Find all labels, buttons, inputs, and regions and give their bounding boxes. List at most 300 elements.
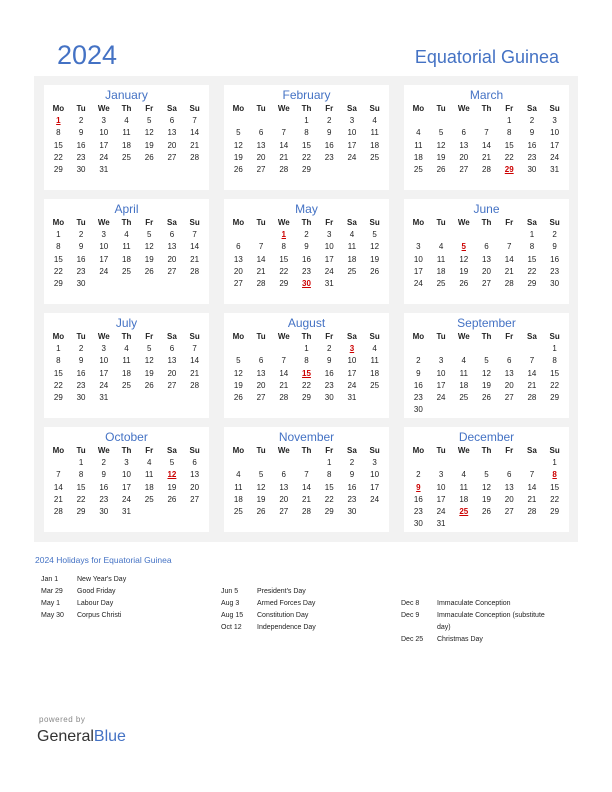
day: 25 bbox=[233, 507, 243, 517]
weekday-header: Th bbox=[121, 446, 132, 455]
day: 3 bbox=[416, 242, 421, 252]
day: 28 bbox=[302, 507, 311, 517]
day: 31 bbox=[99, 393, 109, 403]
day: 1 bbox=[506, 116, 512, 125]
weekday-header: Fr bbox=[505, 446, 514, 455]
empty-day bbox=[498, 229, 521, 241]
day: 5 bbox=[146, 230, 152, 239]
day: 1 bbox=[552, 458, 557, 467]
day: 22 bbox=[53, 266, 63, 276]
day: 23 bbox=[527, 152, 537, 162]
day: 28 bbox=[482, 165, 491, 175]
empty-day bbox=[227, 343, 250, 355]
day: 4 bbox=[146, 458, 152, 467]
day: 3 bbox=[124, 458, 129, 467]
day: 7 bbox=[506, 242, 512, 252]
holiday-date: Dec 25 bbox=[401, 636, 424, 643]
weekday-header: Th bbox=[481, 218, 492, 227]
day: 19 bbox=[459, 266, 469, 276]
day: 7 bbox=[56, 470, 61, 480]
day: 27 bbox=[167, 266, 177, 276]
day: 9 bbox=[552, 242, 557, 252]
day: 1 bbox=[304, 344, 309, 353]
day: 8 bbox=[78, 470, 84, 480]
day: 25 bbox=[370, 380, 380, 390]
day: 3 bbox=[438, 356, 444, 366]
day: 12 bbox=[482, 482, 491, 492]
day: 24 bbox=[550, 152, 560, 162]
weekday-header: Tu bbox=[256, 104, 266, 113]
day: 24 bbox=[99, 152, 109, 162]
holiday-row bbox=[41, 586, 217, 598]
day: 17 bbox=[324, 254, 334, 264]
day: 17 bbox=[347, 140, 357, 150]
day: 31 bbox=[122, 507, 131, 517]
empty-day bbox=[250, 343, 273, 355]
day: 30 bbox=[347, 507, 357, 517]
day: 22 bbox=[527, 266, 537, 276]
month-name: July bbox=[115, 316, 138, 330]
holiday-name: Immaculate Conception (substitute bbox=[437, 612, 545, 619]
day: 11 bbox=[122, 356, 131, 366]
day: 18 bbox=[122, 254, 131, 264]
empty-day bbox=[452, 115, 475, 127]
weekday-header: Su bbox=[369, 218, 380, 227]
day: 1 bbox=[304, 116, 309, 125]
day: 2 bbox=[552, 230, 557, 239]
weekday-header: We bbox=[277, 332, 290, 341]
day: 7 bbox=[281, 356, 286, 366]
empty-day bbox=[407, 229, 430, 241]
day: 26 bbox=[144, 266, 154, 276]
day: 13 bbox=[167, 128, 177, 138]
day: 13 bbox=[190, 470, 200, 480]
day: 27 bbox=[482, 279, 491, 289]
month-november bbox=[224, 427, 389, 532]
day: 17 bbox=[99, 254, 109, 264]
day: 9 bbox=[326, 128, 332, 138]
day: 28 bbox=[190, 266, 200, 276]
day: 13 bbox=[167, 242, 177, 252]
month-june bbox=[404, 199, 569, 304]
holiday-name: Armed Forces Day bbox=[257, 600, 316, 607]
day: 8 bbox=[326, 470, 332, 480]
holiday-row bbox=[41, 574, 217, 586]
holiday-date: Jan 1 bbox=[41, 576, 59, 583]
empty-day bbox=[250, 457, 273, 469]
day: 24 bbox=[413, 279, 423, 289]
day: 19 bbox=[144, 140, 154, 150]
weekday-header: We bbox=[277, 446, 290, 455]
day: 11 bbox=[347, 242, 357, 252]
day: 8 bbox=[56, 356, 61, 366]
day: 16 bbox=[76, 140, 86, 150]
day: 7 bbox=[192, 344, 197, 353]
day: 29 bbox=[302, 165, 311, 175]
day: 4 bbox=[124, 344, 129, 353]
day: 17 bbox=[347, 368, 357, 378]
day: 14 bbox=[279, 368, 289, 378]
day: 7 bbox=[484, 128, 489, 138]
day: 18 bbox=[122, 140, 131, 150]
day: 16 bbox=[324, 140, 334, 150]
weekday-header: Th bbox=[301, 446, 312, 455]
day: 28 bbox=[256, 279, 266, 289]
empty-day bbox=[430, 343, 453, 355]
day: 8 bbox=[281, 242, 286, 252]
holidays-title: 2024 Holidays for Equatorial Guinea bbox=[35, 555, 172, 565]
month-name: September bbox=[457, 316, 516, 330]
day: 19 bbox=[233, 152, 243, 162]
holiday-column-1 bbox=[41, 574, 217, 622]
day: 16 bbox=[99, 482, 109, 492]
day: 10 bbox=[347, 356, 357, 366]
day: 19 bbox=[144, 368, 154, 378]
day: 10 bbox=[99, 128, 109, 138]
day: 19 bbox=[436, 152, 446, 162]
day: 10 bbox=[436, 368, 446, 378]
day: 8 bbox=[304, 356, 309, 366]
day: 21 bbox=[279, 380, 289, 390]
day: 23 bbox=[347, 494, 357, 504]
day: 16 bbox=[413, 494, 423, 504]
day: 14 bbox=[190, 242, 200, 252]
day: 8 bbox=[552, 356, 557, 366]
day: 21 bbox=[190, 254, 200, 264]
month-name: March bbox=[469, 88, 504, 102]
day: 2 bbox=[78, 344, 84, 353]
day: 22 bbox=[302, 152, 311, 162]
day: 26 bbox=[482, 507, 491, 517]
holiday-row bbox=[401, 622, 577, 634]
day: 3 bbox=[101, 116, 106, 125]
day: 5 bbox=[438, 128, 444, 138]
day: 11 bbox=[122, 242, 131, 252]
month-name: February bbox=[282, 88, 331, 102]
weekday-header: Fr bbox=[145, 104, 154, 113]
day: 10 bbox=[550, 128, 560, 138]
day: 29 bbox=[527, 279, 537, 289]
day: 8 bbox=[56, 242, 61, 252]
day: 26 bbox=[144, 152, 154, 162]
day: 9 bbox=[529, 128, 535, 138]
day: 27 bbox=[504, 393, 514, 403]
holiday-day: 12 bbox=[167, 470, 177, 480]
day: 28 bbox=[53, 507, 63, 517]
day: 17 bbox=[550, 140, 560, 150]
day: 14 bbox=[256, 254, 266, 264]
day: 15 bbox=[53, 140, 63, 150]
day: 28 bbox=[190, 380, 200, 390]
day: 23 bbox=[76, 380, 86, 390]
day: 21 bbox=[256, 266, 266, 276]
day: 14 bbox=[482, 140, 491, 150]
month-october bbox=[44, 427, 209, 532]
day: 29 bbox=[53, 393, 63, 403]
day: 15 bbox=[302, 140, 311, 150]
day: 4 bbox=[372, 344, 377, 353]
holiday-date: Jun 5 bbox=[221, 588, 239, 595]
day: 5 bbox=[146, 116, 152, 125]
day: 24 bbox=[436, 393, 446, 403]
empty-day bbox=[272, 457, 295, 469]
day: 19 bbox=[233, 380, 243, 390]
day: 2 bbox=[326, 344, 332, 353]
day: 7 bbox=[192, 116, 197, 125]
day: 25 bbox=[436, 279, 446, 289]
day: 9 bbox=[416, 368, 421, 378]
weekday-header: Tu bbox=[76, 446, 86, 455]
month-december bbox=[404, 427, 569, 532]
day: 16 bbox=[302, 254, 311, 264]
day: 13 bbox=[279, 482, 289, 492]
empty-day bbox=[227, 115, 250, 127]
day: 21 bbox=[279, 152, 289, 162]
holiday-day: 29 bbox=[504, 165, 514, 175]
weekday-header: Sa bbox=[347, 446, 357, 455]
day: 16 bbox=[413, 380, 423, 390]
day: 11 bbox=[234, 482, 243, 492]
day: 10 bbox=[99, 242, 109, 252]
day: 26 bbox=[436, 165, 446, 175]
day: 29 bbox=[76, 507, 86, 517]
holiday-date: Oct 12 bbox=[221, 624, 242, 631]
month-name: November bbox=[278, 430, 335, 444]
weekday-header: We bbox=[457, 104, 470, 113]
day: 20 bbox=[167, 140, 177, 150]
weekday-header: Fr bbox=[145, 446, 154, 455]
day: 12 bbox=[482, 368, 491, 378]
day: 18 bbox=[370, 140, 380, 150]
weekday-header: Mo bbox=[232, 218, 245, 227]
weekday-header: Su bbox=[549, 104, 560, 113]
holiday-name: Corpus Christi bbox=[77, 612, 122, 619]
weekday-header: Su bbox=[549, 332, 560, 341]
empty-day bbox=[498, 457, 521, 469]
weekday-header: We bbox=[97, 104, 110, 113]
day: 22 bbox=[302, 380, 311, 390]
day: 2 bbox=[78, 116, 84, 125]
day: 4 bbox=[372, 116, 377, 125]
day: 9 bbox=[78, 242, 84, 252]
day: 6 bbox=[506, 356, 512, 366]
weekday-header: Mo bbox=[232, 332, 245, 341]
day: 7 bbox=[529, 470, 535, 480]
holiday-day: 5 bbox=[461, 242, 466, 252]
day: 16 bbox=[527, 140, 537, 150]
day: 12 bbox=[256, 482, 266, 492]
weekday-header: Fr bbox=[145, 332, 154, 341]
day: 22 bbox=[324, 494, 334, 504]
day: 25 bbox=[122, 266, 131, 276]
day: 19 bbox=[482, 494, 491, 504]
weekday-header: Tu bbox=[436, 332, 446, 341]
day: 20 bbox=[459, 152, 469, 162]
day: 16 bbox=[76, 368, 86, 378]
day: 15 bbox=[279, 254, 289, 264]
weekday-header: Fr bbox=[325, 218, 334, 227]
day: 23 bbox=[413, 507, 423, 517]
holiday-day: 15 bbox=[302, 368, 311, 378]
day: 27 bbox=[167, 380, 177, 390]
day: 28 bbox=[279, 393, 289, 403]
day: 15 bbox=[76, 482, 86, 492]
weekday-header: Mo bbox=[412, 218, 425, 227]
day: 12 bbox=[144, 128, 154, 138]
holiday-name: President's Day bbox=[257, 588, 306, 595]
day: 23 bbox=[550, 266, 560, 276]
day: 27 bbox=[167, 152, 177, 162]
empty-day bbox=[430, 115, 453, 127]
empty-day bbox=[250, 229, 273, 241]
day: 18 bbox=[144, 482, 154, 492]
day: 11 bbox=[370, 128, 379, 138]
weekday-header: Th bbox=[481, 104, 492, 113]
day: 26 bbox=[256, 507, 266, 517]
day: 9 bbox=[78, 356, 84, 366]
day: 21 bbox=[527, 494, 537, 504]
day-grid bbox=[407, 331, 566, 417]
day: 12 bbox=[459, 254, 469, 264]
day: 19 bbox=[256, 494, 266, 504]
day: 28 bbox=[190, 152, 200, 162]
weekday-header: Tu bbox=[436, 104, 446, 113]
holiday-row bbox=[221, 610, 397, 622]
day: 10 bbox=[347, 128, 357, 138]
day: 1 bbox=[326, 458, 332, 467]
day: 20 bbox=[256, 380, 266, 390]
day: 1 bbox=[56, 230, 61, 239]
day: 20 bbox=[279, 494, 289, 504]
day: 14 bbox=[190, 128, 200, 138]
day: 28 bbox=[504, 279, 514, 289]
generalblue-logo bbox=[37, 728, 126, 746]
day: 10 bbox=[122, 470, 131, 480]
weekday-header: Fr bbox=[145, 218, 154, 227]
day: 30 bbox=[76, 393, 86, 403]
day: 17 bbox=[370, 482, 380, 492]
day: 21 bbox=[482, 152, 491, 162]
month-march bbox=[404, 85, 569, 190]
day: 12 bbox=[436, 140, 446, 150]
day: 29 bbox=[550, 393, 560, 403]
day: 9 bbox=[304, 242, 309, 252]
empty-day bbox=[521, 343, 544, 355]
day: 24 bbox=[122, 494, 131, 504]
day: 15 bbox=[527, 254, 537, 264]
weekday-header: Sa bbox=[167, 104, 177, 113]
day: 30 bbox=[550, 279, 560, 289]
weekday-header: Mo bbox=[232, 446, 245, 455]
weekday-header: We bbox=[97, 218, 110, 227]
day: 20 bbox=[233, 266, 243, 276]
holiday-day: 3 bbox=[349, 344, 355, 353]
day: 26 bbox=[459, 279, 469, 289]
day: 5 bbox=[146, 344, 152, 353]
day: 24 bbox=[99, 380, 109, 390]
day: 24 bbox=[370, 494, 380, 504]
weekday-header: Th bbox=[121, 218, 132, 227]
weekday-header: Mo bbox=[412, 104, 425, 113]
empty-day bbox=[227, 457, 250, 469]
day: 6 bbox=[169, 230, 175, 239]
day: 4 bbox=[461, 356, 466, 366]
weekday-header: Mo bbox=[232, 104, 245, 113]
day: 8 bbox=[529, 242, 535, 252]
day: 1 bbox=[552, 344, 557, 353]
day: 27 bbox=[459, 165, 469, 175]
day-grid bbox=[47, 103, 206, 176]
day: 14 bbox=[302, 482, 311, 492]
day: 14 bbox=[527, 368, 537, 378]
empty-day bbox=[47, 457, 70, 469]
day: 11 bbox=[414, 140, 423, 150]
weekday-header: Sa bbox=[527, 218, 537, 227]
day: 13 bbox=[504, 368, 514, 378]
day: 4 bbox=[124, 230, 129, 239]
day: 17 bbox=[99, 140, 109, 150]
day: 30 bbox=[324, 393, 334, 403]
weekday-header: Tu bbox=[256, 332, 266, 341]
weekday-header: Su bbox=[189, 218, 200, 227]
day: 29 bbox=[53, 279, 63, 289]
weekday-header: Fr bbox=[325, 104, 334, 113]
day: 2 bbox=[78, 230, 84, 239]
day: 17 bbox=[436, 494, 446, 504]
day: 7 bbox=[529, 356, 535, 366]
weekday-header: Th bbox=[121, 104, 132, 113]
weekday-header: Mo bbox=[52, 332, 65, 341]
day: 26 bbox=[167, 494, 177, 504]
day: 15 bbox=[504, 140, 514, 150]
logo-part-blue: Blue bbox=[93, 728, 126, 745]
holiday-date: Aug 3 bbox=[221, 600, 240, 607]
day-grid bbox=[47, 445, 206, 518]
empty-day bbox=[272, 343, 295, 355]
weekday-header: We bbox=[97, 332, 110, 341]
month-may bbox=[224, 199, 389, 304]
weekday-header: Mo bbox=[412, 332, 425, 341]
weekday-header: Su bbox=[189, 332, 200, 341]
day: 24 bbox=[347, 380, 357, 390]
day: 19 bbox=[144, 254, 154, 264]
day: 18 bbox=[370, 368, 380, 378]
day: 10 bbox=[324, 242, 334, 252]
day: 25 bbox=[370, 152, 380, 162]
weekday-header: Th bbox=[481, 446, 492, 455]
day: 7 bbox=[281, 128, 286, 138]
day: 25 bbox=[122, 152, 131, 162]
holiday-day: 1 bbox=[281, 230, 286, 239]
day: 6 bbox=[484, 242, 489, 252]
day: 4 bbox=[349, 230, 355, 239]
day: 12 bbox=[233, 140, 243, 150]
day: 2 bbox=[326, 116, 332, 125]
month-name: June bbox=[473, 202, 500, 216]
empty-day bbox=[452, 229, 475, 241]
holiday-date bbox=[401, 622, 437, 634]
month-name: May bbox=[295, 202, 318, 216]
holiday-row bbox=[221, 586, 397, 598]
weekday-header: Su bbox=[189, 104, 200, 113]
holiday-name: Labour Day bbox=[77, 600, 114, 607]
day-grid bbox=[227, 331, 386, 404]
day: 22 bbox=[53, 380, 63, 390]
day: 2 bbox=[416, 470, 421, 480]
day: 2 bbox=[529, 116, 535, 125]
day: 19 bbox=[370, 254, 380, 264]
empty-day bbox=[452, 457, 475, 469]
